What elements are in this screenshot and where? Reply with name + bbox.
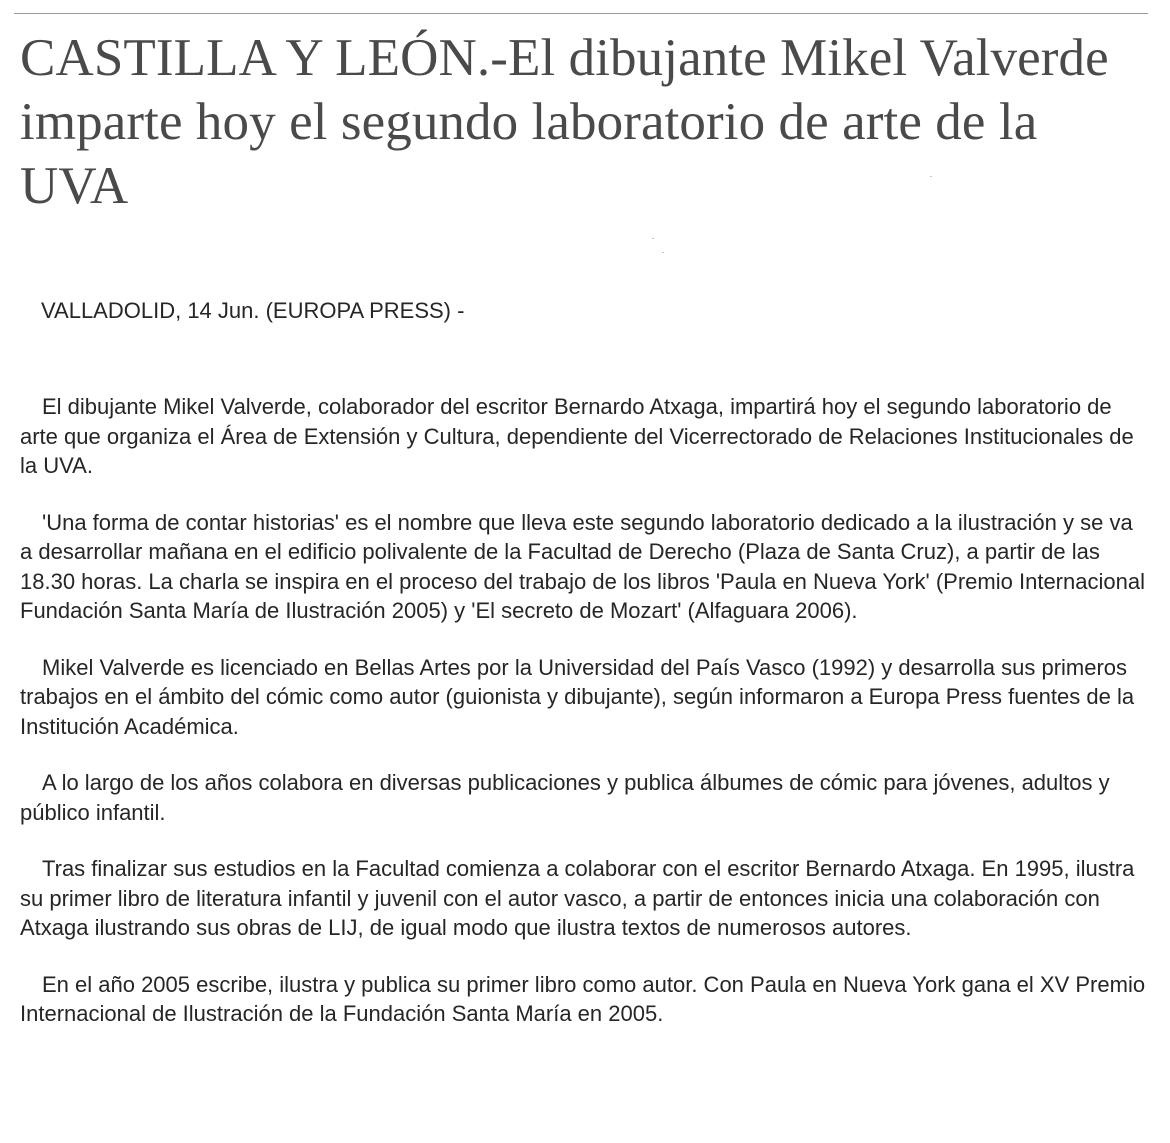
scan-speck: [930, 176, 932, 177]
article-body: [20, 392, 1148, 1056]
paragraph-6: En el año 2005 escribe, ilustra y publica su primer libro como autor. Con Paula en Nueva York gana el XV Premio Internacional de Ilustración de la Fundación Santa María en 2005.: [20, 971, 1146, 1026]
scan-speck: [662, 252, 664, 253]
paragraph-1: El dibujante Mikel Valverde, colaborador del escritor Bernardo Atxaga, impartirá hoy el segundo laboratorio de arte que organiza el Área de Extensión y Cultura, dependiente del Vicerrectorado de Relaciones Institucionales de la UVA.: [20, 394, 1134, 478]
paragraph-5: Tras finalizar sus estudios en la Facultad comienza a colaborar con el escritor Bernardo Atxaga. En 1995, ilustra su primer libro de literatura infantil y juvenil con el autor vasco, a partir de entonces inicia una colaboración con Atxaga ilustrando sus obras de LIJ, de igual modo que ilustra textos de numerosos autores.: [20, 856, 1135, 940]
paragraph-3: Mikel Valverde es licenciado en Bellas Artes por la Universidad del País Vasco (1992) y desarrolla sus primeros trabajos en el ámbito del cómic como autor (guionista y dibujante), según informaron a Europa Press fuentes de la Institución Académica.: [20, 654, 1135, 739]
headline: CASTILLA Y LEÓN.-El dibujante Mikel Valverde imparte hoy el segundo laboratorio de arte de la UVA: [20, 29, 1109, 215]
top-rule: [14, 13, 1148, 14]
scan-speck: [652, 238, 654, 239]
paragraph-2: 'Una forma de contar historias' es el nombre que lleva este segundo laboratorio dedicado a la ilustración y se va a desarrollar mañana en el edificio polivalente de la Facultad de Derecho (Plaza de Santa Cruz), a partir de las 18.30 horas. La charla se inspira en el proceso del trabajo de los libros 'Paula en Nueva York' (Premio Internacional Fundación Santa María de Ilustración 2005) y 'El secreto de Mozart' (Alfaguara 2006).: [20, 509, 1145, 623]
dateline: VALLADOLID, 14 Jun. (EUROPA PRESS) -: [41, 298, 465, 323]
paragraph-4: A lo largo de los años colabora en diversas publicaciones y publica álbumes de cómic para jóvenes, adultos y público infantil.: [20, 770, 1110, 825]
